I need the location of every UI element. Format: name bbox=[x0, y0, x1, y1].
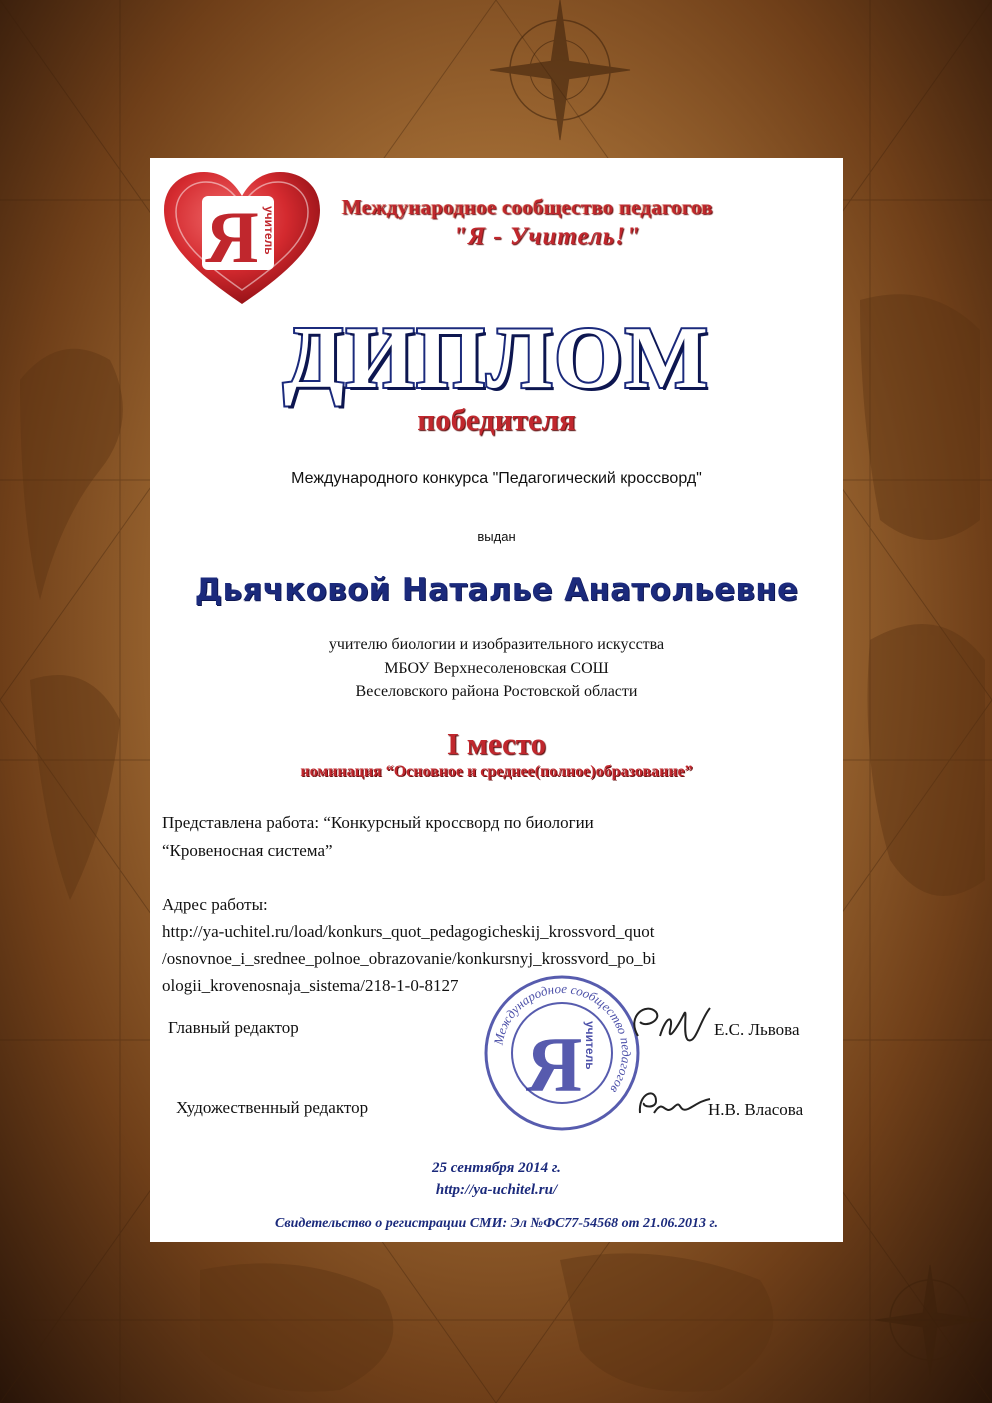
signature-name: Н.В. Власова bbox=[708, 1100, 804, 1119]
diploma-title: ДИПЛОМ bbox=[283, 310, 710, 407]
work-address-line: http://ya-uchitel.ru/load/konkurs_quot_pedagogicheskij_krossvord_quot bbox=[162, 922, 655, 941]
recipient-position-line: учителю биологии и изобразительного искусства bbox=[328, 636, 665, 653]
award-nomination: номинация “Основное и среднее(полное)образование” bbox=[300, 763, 693, 780]
signature-vlasova-icon bbox=[634, 1083, 714, 1128]
work-address-label: Адрес работы: bbox=[162, 895, 268, 914]
diploma-subtitle: победителя bbox=[417, 402, 576, 437]
signature-role: Главный редактор bbox=[168, 1018, 299, 1037]
recipient-position-line: МБОУ Верхнесоленовская СОШ bbox=[384, 660, 609, 677]
contest-name: Международного конкурса "Педагогический кроссворд" bbox=[291, 470, 702, 487]
signature-lvova-icon bbox=[626, 996, 716, 1056]
signature-name: Е.С. Львова bbox=[714, 1020, 800, 1039]
signature-role: Художественный редактор bbox=[176, 1098, 369, 1117]
work-address-line: ologii_krovenosnaja_sistema/218-1-0-8127 bbox=[162, 976, 459, 995]
heart-logo-icon bbox=[162, 170, 322, 306]
work-address-line: /osnovnoe_i_srednee_polnoe_obrazovanie/konkursnyj_krossvord_po_bi bbox=[162, 949, 656, 968]
issue-date: 25 сентября 2014 г. bbox=[432, 1160, 561, 1176]
registration-info: Свидетельство о регистрации СМИ: Эл №ФС77-54568 от 21.06.2013 г. bbox=[275, 1216, 718, 1231]
org-slogan: "Я - Учитель!" bbox=[453, 223, 641, 250]
logo-word: учитель bbox=[262, 206, 276, 255]
work-title-line: “Кровеносная система” bbox=[162, 841, 333, 860]
stamp-letter: Я bbox=[525, 1021, 583, 1108]
stamp-ring-text: Международное сообщество педагогов bbox=[490, 980, 635, 1097]
site-url: http://ya-uchitel.ru/ bbox=[435, 1182, 558, 1198]
stamp-word: учитель bbox=[583, 1021, 597, 1070]
work-title-line: Представлена работа: “Конкурсный кроссворд по биологии bbox=[162, 813, 594, 832]
recipient-name: Дьячковой Наталье Анатольевне bbox=[194, 572, 799, 608]
logo-letter: Я bbox=[205, 197, 259, 279]
award-place: I место bbox=[446, 726, 547, 761]
org-name: Международное сообщество педагогов bbox=[342, 195, 713, 219]
stamp-seal-icon bbox=[482, 973, 642, 1133]
issued-label: выдан bbox=[477, 529, 516, 544]
diploma-sheet bbox=[150, 158, 843, 1242]
recipient-position-line: Веселовского района Ростовской области bbox=[355, 683, 638, 700]
